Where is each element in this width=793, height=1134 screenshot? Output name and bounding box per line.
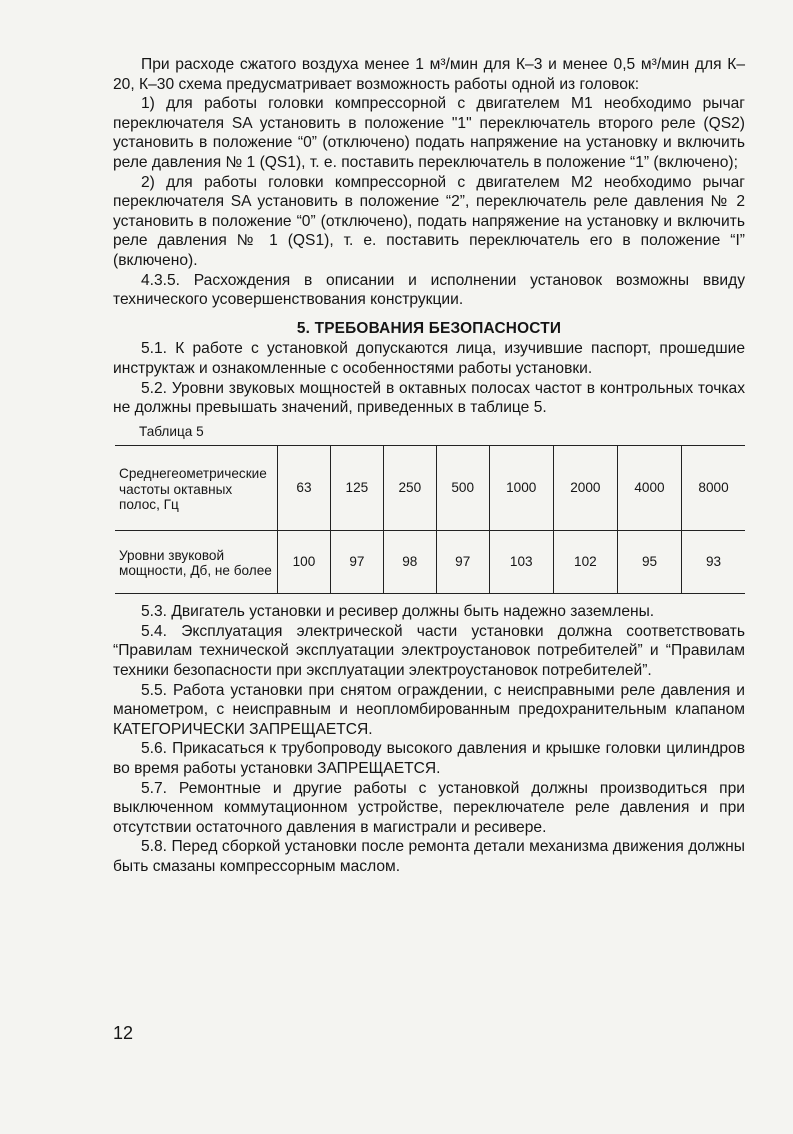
section-title: 5. ТРЕБОВАНИЯ БЕЗОПАСНОСТИ: [296, 319, 562, 337]
clause-5-7: 5.7. Ремонтные и другие работы с установкой должны производиться при выключенном коммутационном устройстве, переключателе реле давления и при отсутствии остаточного давления в магистрали и ресивере.: [113, 779, 745, 836]
table-cell: 100: [278, 531, 331, 594]
clause-4-3-5: 4.3.5. Расхождения в описании и исполнении установок возможны ввиду технического усовершенствования конструкции.: [113, 271, 745, 309]
table-row: [115, 446, 745, 531]
table-cell: 98: [383, 531, 436, 594]
table-cell: 97: [436, 531, 489, 594]
noise-levels-table: [115, 445, 745, 594]
clause-5-6: 5.6. Прикасаться к трубопроводу высокого давления и крышке головки цилиндров во время работы установки ЗАПРЕЩАЕТСЯ.: [113, 740, 745, 778]
table-caption: Таблица 5: [139, 423, 204, 439]
row-header-frequencies: Среднегеометрические частоты октавных полос, Гц: [115, 446, 278, 531]
table-cell: 1000: [489, 446, 553, 531]
clause-5-4: 5.4. Эксплуатация электрической части установки должна соответствовать “Правилам технической эксплуатации электроустановок потребителей” и “Правилам техники безопасности при эксплуатации электроустановок потребителей”.: [113, 622, 745, 680]
clause-5-3: 5.3. Двигатель установки и ресивер должны быть надежно заземлены.: [141, 603, 655, 621]
clause-5-5: 5.5. Работа установки при снятом ограждении, с неисправными реле давления и манометром, с неисправным и неопломбированным предохранительным клапаном КАТЕГОРИЧЕСКИ ЗАПРЕЩАЕТСЯ.: [113, 681, 745, 738]
clause-5-1: 5.1. К работе с установкой допускаются лица, изучившие паспорт, прошедшие инструктаж и ознакомленные с особенностями работы установки.: [113, 340, 745, 377]
clause-5-8: 5.8. Перед сборкой установки после ремонта детали механизма движения должны быть смазаны компрессорным маслом.: [113, 838, 745, 875]
clause-5-2: 5.2. Уровни звуковых мощностей в октавных полосах частот в контрольных точках не должны превышать значений, приведенных в таблице 5.: [113, 379, 745, 417]
table-cell: 2000: [553, 446, 617, 531]
page-number: 12: [113, 1023, 134, 1043]
table-cell: 93: [682, 531, 745, 594]
table-cell: 500: [436, 446, 489, 531]
document-body: [113, 55, 745, 877]
mode-1-paragraph: 1) для работы головки компрессорной с двигателем М1 необходимо рычаг переключателя SA установить в положение "1" переключатель второго реле (QS2) установить в положение “0” (отключено) подать напряжение на установку и включить реле давления № 1 (QS1), т. е. поставить переключатель в положение “1” (включено);: [113, 95, 745, 171]
table-cell: 250: [383, 446, 436, 531]
intro-paragraph: При расходе сжатого воздуха менее 1 м³/мин для К–3 и менее 0,5 м³/мин для К–20, К–30 схема предусматривает возможность работы одной из головок:: [113, 56, 745, 93]
table-cell: 103: [489, 531, 553, 594]
table-cell: 63: [278, 446, 331, 531]
table-cell: 95: [617, 531, 681, 594]
table-cell: 125: [330, 446, 383, 531]
mode-2-paragraph: 2) для работы головки компрессорной с двигателем М2 необходимо рычаг переключателя SA установить в положение “2”, переключатель реле давления № 2 установить в положение “0” (отключено), подать напряжение на установку и включить реле давления № 1 (QS1), т. е. поставить переключатель его в положение “I” (включено).: [113, 173, 745, 269]
table-cell: 97: [330, 531, 383, 594]
table-row: [115, 531, 745, 594]
row-header-power-levels: Уровни звуковой мощности, Дб, не более: [115, 531, 278, 594]
table-cell: 8000: [682, 446, 745, 531]
table-cell: 4000: [617, 446, 681, 531]
table-cell: 102: [553, 531, 617, 594]
